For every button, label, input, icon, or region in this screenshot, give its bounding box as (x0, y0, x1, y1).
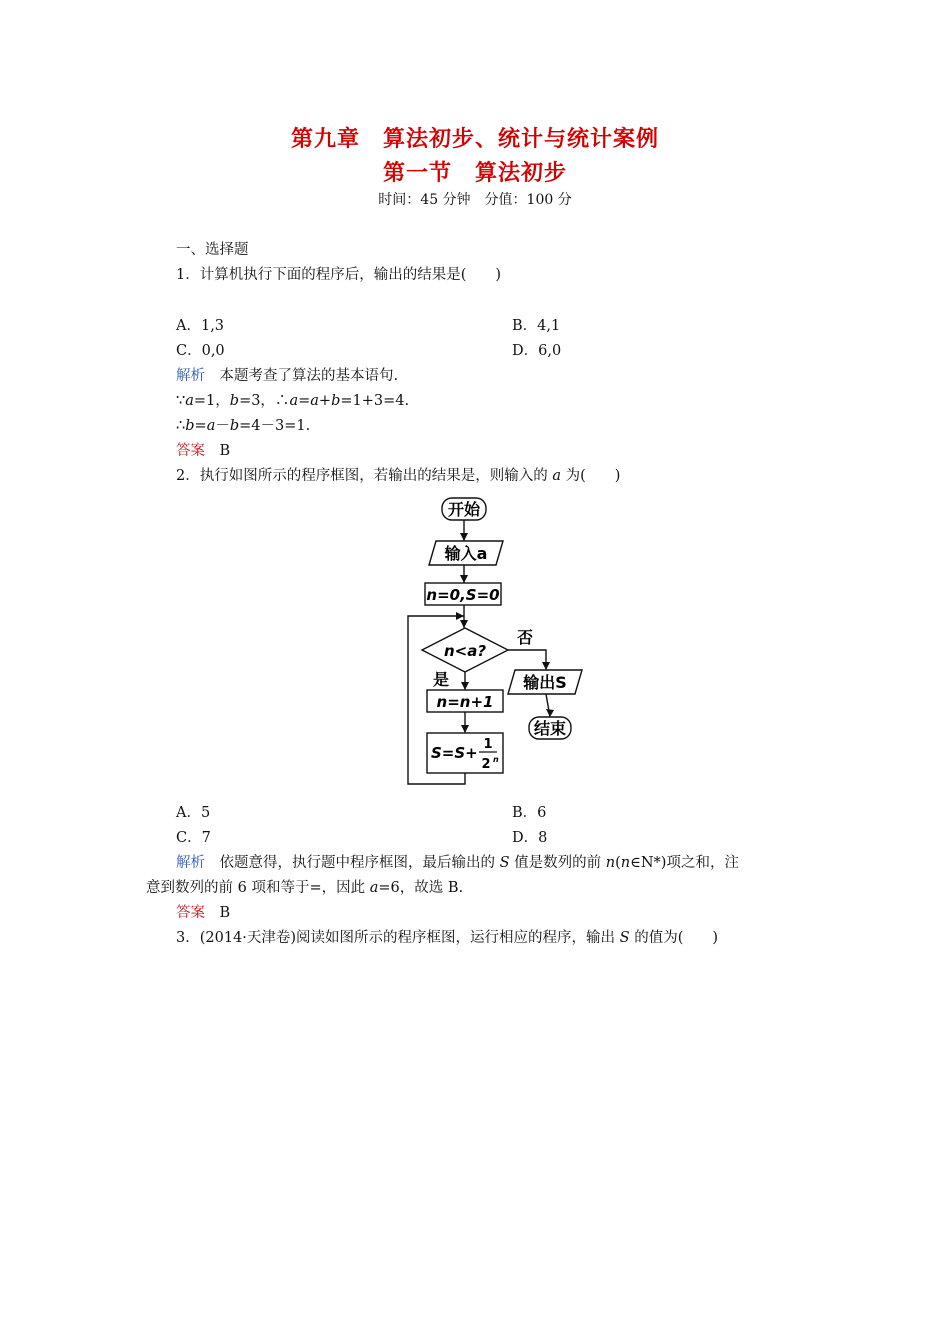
time-score-info: 时间：45 分钟 分值：100 分 (378, 192, 572, 208)
q2-stem (176, 466, 620, 486)
flowchart-init: n=0,S=0 (426, 586, 500, 604)
analysis-text: 依题意得，执行题中程序框图，最后输出的 (219, 855, 500, 871)
therefore-symbol: ∴ (176, 418, 186, 434)
step-text: =1， (193, 393, 230, 409)
flowchart-fraction-denominator: 2 (481, 757, 491, 772)
q2-stem-text: 2．执行如图所示的程序框图，若输出的结果是，则输入的 (176, 468, 553, 484)
q2-analysis-label: 解析 (176, 855, 205, 871)
q1-option-c: C．0,0 (176, 343, 225, 359)
q1-option-a: A．1,3 (176, 318, 225, 334)
q3-stem (176, 928, 718, 948)
q1-step2 (176, 416, 310, 436)
var-n: n (605, 855, 616, 871)
q1-option-d: D．6,0 (512, 343, 562, 359)
var-a: a (206, 418, 216, 434)
q2-answer (176, 903, 230, 923)
q2-analysis-line1 (176, 853, 739, 873)
q2-analysis-line2 (146, 878, 463, 898)
step-text: =1+3=4. (340, 393, 410, 409)
flowchart (400, 492, 600, 792)
q1-analysis (176, 366, 398, 386)
analysis-text: =6，故选 B. (378, 880, 464, 896)
q1-answer (176, 441, 230, 461)
flowchart-increment: n=n+1 (436, 693, 494, 711)
step-text: = (194, 418, 207, 434)
because-symbol: ∵ (176, 393, 186, 409)
q1-answer-label: 答案 (176, 443, 205, 459)
flowchart-fraction-exponent: n (493, 755, 499, 764)
q2-option-b: B．6 (512, 805, 547, 821)
flowchart-end: 结束 (533, 719, 567, 738)
q3-stem-text: 的值为( ) (629, 930, 719, 946)
flowchart-no-label: 否 (516, 628, 534, 647)
flowchart-input: 输入a (444, 544, 488, 563)
var-s: S (619, 930, 630, 946)
chapter-title: 第九章 算法初步、统计与统计案例 (290, 127, 659, 152)
q2-option-c: C．7 (176, 830, 211, 846)
step-text: =3，∴ (239, 393, 290, 409)
var-a: a (310, 393, 319, 409)
var-n: n (620, 855, 631, 871)
q3-stem-text: 3．(2014·天津卷)阅读如图所示的程序框图，运行相应的程序，输出 (176, 930, 620, 946)
q1-stem: 1．计算机执行下面的程序后，输出的结果是( ) (176, 267, 502, 283)
q2-option-d: D．8 (512, 830, 548, 846)
analysis-text: ( (615, 855, 621, 871)
var-b: b (331, 393, 341, 409)
var-b: b (229, 418, 240, 434)
q2-answer-label: 答案 (176, 905, 205, 921)
var-a: a (289, 393, 299, 409)
q2-stem-text: 为( ) (561, 468, 621, 484)
var-a: a (185, 393, 194, 409)
var-a: a (552, 468, 561, 484)
var-s: S (499, 855, 510, 871)
flowchart-update: S=S+ (431, 744, 478, 762)
flowchart-output: 输出S (523, 673, 567, 692)
flowchart-fraction-numerator: 1 (483, 737, 493, 752)
q2-answer-value: B (219, 905, 231, 921)
analysis-text: 值是数列的前 (509, 855, 606, 871)
analysis-text: ∈N*)项之和，注 (630, 855, 739, 871)
var-b: b (185, 418, 195, 434)
q1-analysis-text: 本题考查了算法的基本语句. (219, 368, 399, 384)
var-a: a (369, 880, 379, 896)
q1-option-b: B．4,1 (512, 318, 561, 334)
q1-analysis-label: 解析 (176, 368, 205, 384)
step-text: － (215, 418, 230, 434)
q2-option-a: A．5 (176, 805, 211, 821)
step-text: = (298, 393, 311, 409)
q1-step1 (176, 391, 409, 411)
step-text: + (318, 393, 332, 409)
flowchart-condition: n<a? (443, 642, 487, 660)
section-heading: 一、选择题 (176, 242, 249, 258)
q1-answer-value: B (219, 443, 231, 459)
section-title: 第一节 算法初步 (382, 161, 567, 186)
flowchart-yes-label: 是 (432, 670, 450, 689)
flowchart-start: 开始 (447, 500, 481, 519)
var-b: b (229, 393, 240, 409)
step-text: =4－3=1. (239, 418, 311, 434)
analysis-text: 意到数列的前 6 项和等于=，因此 (146, 880, 370, 896)
